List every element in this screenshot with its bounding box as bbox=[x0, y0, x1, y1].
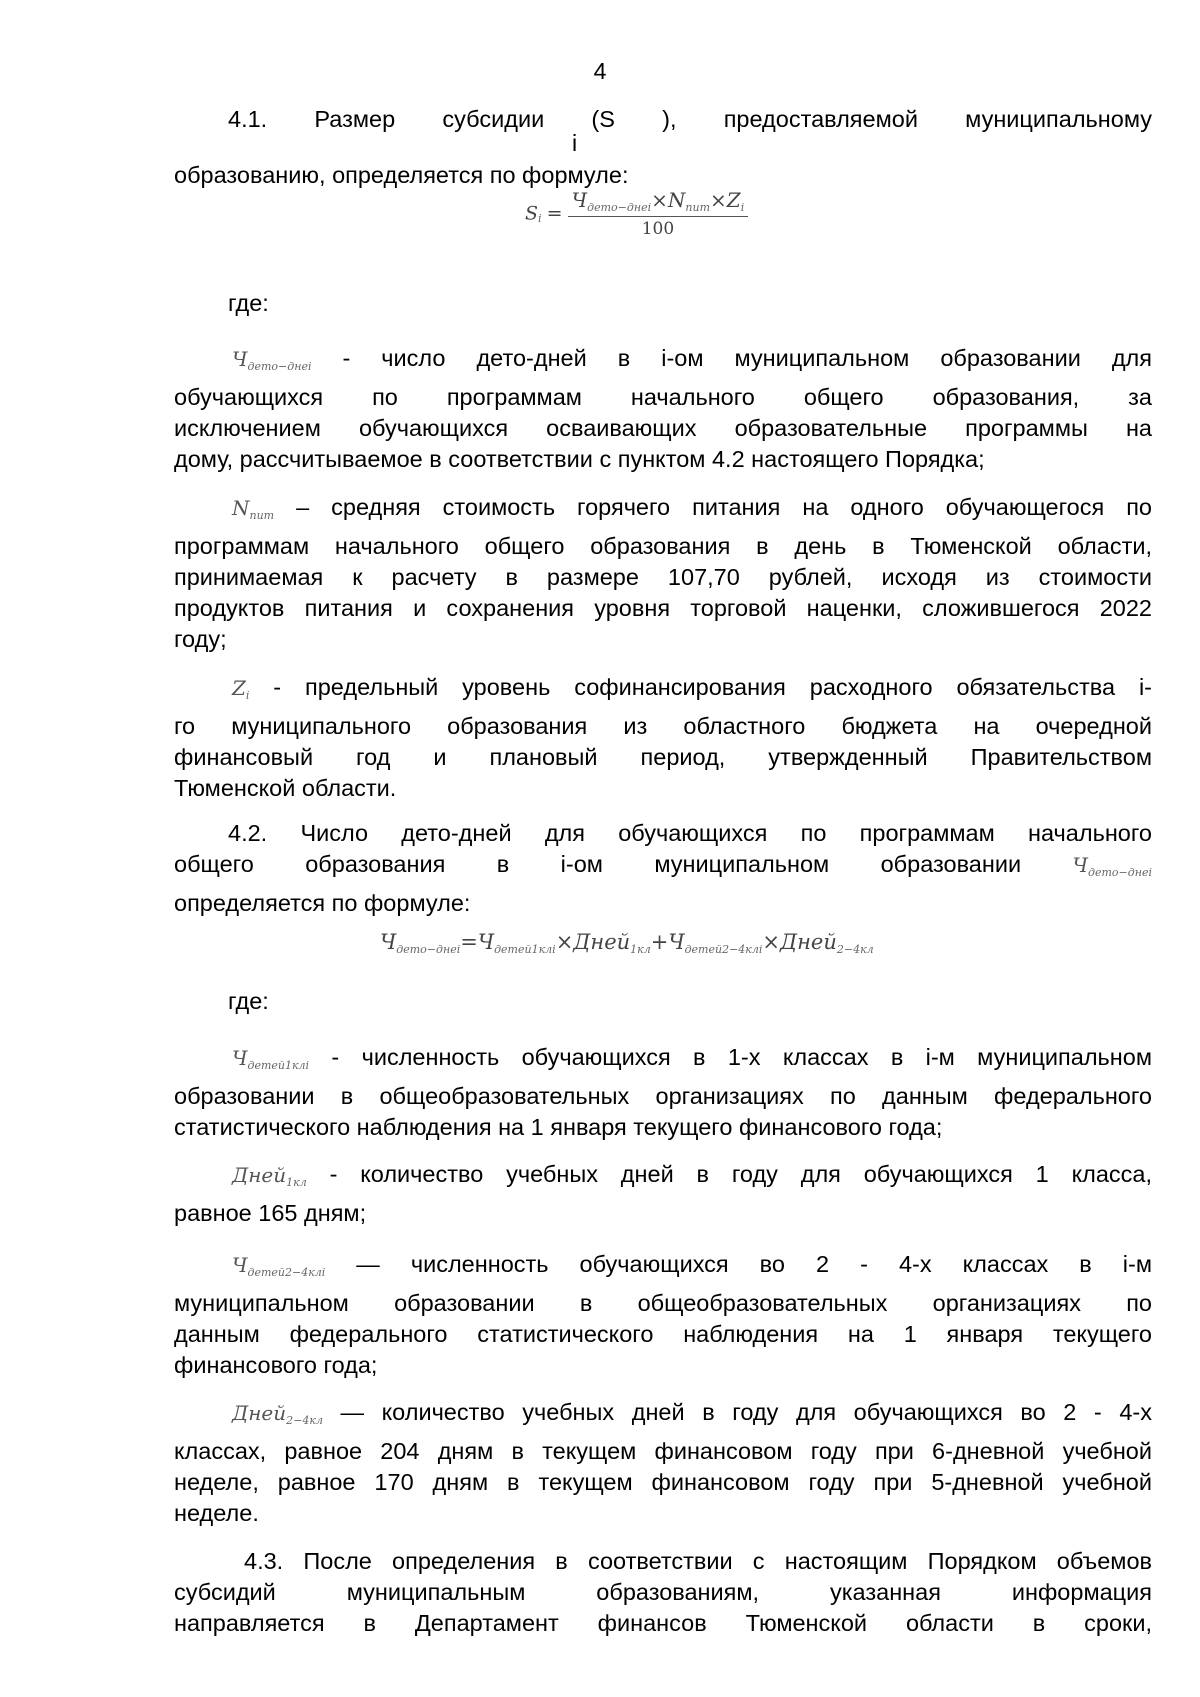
definition-dnei-1kl bbox=[174, 1159, 1152, 1229]
num-z-sub: i bbox=[740, 201, 745, 214]
def-ch-line-1 bbox=[174, 343, 1152, 382]
def-d24-line-1 bbox=[174, 1397, 1152, 1436]
f2-t2-sub: 1кл bbox=[630, 943, 651, 956]
def-c1-symbol-sub: детей1клi bbox=[247, 1059, 310, 1072]
f2-t3-sub: детей2−4клi bbox=[684, 943, 763, 956]
def-ch-line-3: исключением обучающихся осваивающих образовательные программы на bbox=[174, 415, 1152, 441]
def-n-line-4: продуктов питания и сохранения уровня торговой наценки, сложившегося 2022 bbox=[174, 595, 1152, 621]
def-d1-text-1: - количество учебных дней в году для обучающихся 1 класса, bbox=[306, 1161, 1152, 1187]
formula-deto-dnei bbox=[380, 930, 874, 956]
def-c24-symbol-sub: детей2−4клi bbox=[247, 1266, 326, 1279]
definition-ch-deto-dnei bbox=[174, 343, 1152, 475]
def-d1-line-2: равное 165 дням; bbox=[174, 1200, 367, 1226]
paragraph-4-1 bbox=[174, 104, 1152, 135]
def-d1-symbol: Дней bbox=[232, 1163, 287, 1187]
def-c24-text-1: — численность обучающихся во 2 - 4-х классах в i-м bbox=[325, 1251, 1152, 1277]
formula-fraction bbox=[568, 188, 749, 239]
def-c1-text-1: - численность обучающихся в 1-х классах в i-м муниципальном bbox=[309, 1044, 1152, 1070]
def-n-symbol-sub: пит bbox=[249, 509, 275, 522]
where-label-2: где: bbox=[228, 988, 269, 1014]
def-d1-symbol-sub: 1кл bbox=[286, 1176, 307, 1189]
paragraph-4-3 bbox=[174, 1546, 1152, 1639]
paragraph-4-2 bbox=[174, 818, 1152, 919]
p43-line-3: направляется в Департамент финансов Тюменской области в сроки, bbox=[174, 1610, 1152, 1636]
f2-t1-sub: детей1клi bbox=[494, 943, 556, 956]
subscript-i-marker: i bbox=[572, 130, 578, 156]
f2-times-2: × bbox=[762, 930, 780, 954]
def-c24-line-3: данным федерального статистического наблюдения на 1 января текущего bbox=[174, 1321, 1152, 1347]
f2-lhs: Ч bbox=[380, 930, 397, 954]
p42-symbol-sub: дето−днеi bbox=[1088, 866, 1152, 879]
def-z-line-1 bbox=[174, 672, 1152, 711]
f2-t4: Дней bbox=[780, 930, 837, 954]
num-times-2: × bbox=[710, 188, 727, 212]
num-n: N bbox=[667, 188, 686, 212]
def-d24-symbol-sub: 2−4кл bbox=[286, 1414, 323, 1427]
p42-line-1: 4.2. Число дето-дней для обучающихся по программам начального bbox=[228, 820, 1152, 846]
def-n-line-2: программам начального общего образования в день в Тюменской области, bbox=[174, 533, 1152, 559]
def-c1-symbol: Ч bbox=[232, 1046, 248, 1070]
page-number: 4 bbox=[593, 58, 607, 84]
f2-t1: Ч bbox=[477, 930, 495, 954]
paragraph-4-1-cont bbox=[174, 160, 1152, 191]
f2-plus: + bbox=[650, 930, 669, 954]
def-c1-line-3: статистического наблюдения на 1 января текущего финансового года; bbox=[174, 1114, 943, 1140]
paragraph-4-1-line-2: образованию, определяется по формуле: bbox=[174, 162, 629, 188]
def-c24-line-4: финансового года; bbox=[174, 1352, 378, 1378]
p43-line-2: субсидий муниципальным образованиям, указанная информация bbox=[174, 1579, 1152, 1605]
definition-dnei-2-4kl bbox=[174, 1397, 1152, 1529]
where-label-1: где: bbox=[228, 290, 269, 316]
def-c1-line-2: образовании в общеобразовательных организациях по данным федерального bbox=[174, 1083, 1152, 1109]
def-d1-line-1 bbox=[174, 1159, 1152, 1198]
def-n-line-3: принимаемая к расчету в размере 107,70 рублей, исходя из стоимости bbox=[174, 564, 1152, 590]
def-ch-text-1: - число дето-дней в i-ом муниципальном образовании для bbox=[311, 345, 1152, 371]
f2-t4-sub: 2−4кл bbox=[836, 943, 874, 956]
def-c24-symbol: Ч bbox=[232, 1253, 248, 1277]
p42-line-2-text: общего образования в i-ом муниципальном образовании bbox=[174, 851, 1073, 877]
def-d24-symbol: Дней bbox=[232, 1401, 287, 1425]
formula-lhs: S bbox=[525, 202, 539, 225]
formula-denominator: 100 bbox=[641, 219, 675, 239]
num-times-1: × bbox=[651, 188, 668, 212]
def-c24-line-2: муниципальном образовании в общеобразовательных организациях по bbox=[174, 1290, 1152, 1316]
def-ch-line-4: дому, рассчитываемое в соответствии с пунктом 4.2 настоящего Порядка; bbox=[174, 446, 985, 472]
def-ch-symbol: Ч bbox=[232, 347, 248, 371]
def-d24-line-3: неделе, равное 170 дням в текущем финансовом году при 5-дневной учебной bbox=[174, 1469, 1152, 1495]
def-z-line-2: го муниципального образования из областного бюджета на очередной bbox=[174, 713, 1152, 739]
formula-lhs-sub: i bbox=[538, 212, 542, 225]
definition-z bbox=[174, 672, 1152, 804]
def-d24-line-2: классах, равное 204 дням в текущем финансовом году при 6-дневной учебной bbox=[174, 1438, 1152, 1464]
paragraph-4-1-line-1: 4.1. Размер субсидии (S ), предоставляемой муниципальному bbox=[228, 106, 1152, 132]
num-n-sub: пит bbox=[685, 201, 711, 214]
p42-line-2 bbox=[174, 849, 1152, 888]
def-z-symbol: Z bbox=[232, 676, 246, 700]
f2-lhs-sub: дето−днеi bbox=[396, 943, 461, 956]
def-d24-line-4: неделе. bbox=[174, 1500, 259, 1526]
p42-line-3: определяется по формуле: bbox=[174, 890, 471, 916]
def-c24-line-1 bbox=[174, 1249, 1152, 1288]
def-n-line-1 bbox=[174, 492, 1152, 531]
f2-times-1: × bbox=[555, 930, 574, 954]
def-d24-text-1: — количество учебных дней в году для обучающихся во 2 - 4-х bbox=[322, 1399, 1152, 1425]
definition-ch-detei-2-4kl bbox=[174, 1249, 1152, 1381]
definition-ch-detei-1kl bbox=[174, 1042, 1152, 1143]
p42-symbol: Ч bbox=[1072, 853, 1088, 877]
def-c1-line-1 bbox=[174, 1042, 1152, 1081]
def-z-line-3: финансовый год и плановый период, утвержденный Правительством bbox=[174, 744, 1152, 770]
def-z-line-4: Тюменской области. bbox=[174, 775, 397, 801]
def-n-line-5: году; bbox=[174, 626, 227, 652]
formula-numerator bbox=[568, 188, 749, 217]
def-z-text-1: - предельный уровень софинансирования расходного обязательства i- bbox=[249, 674, 1152, 700]
formula-subsidy bbox=[525, 188, 748, 239]
formula-eq: = bbox=[546, 202, 563, 225]
def-z-symbol-sub: i bbox=[245, 689, 250, 702]
f2-t3: Ч bbox=[668, 930, 685, 954]
f2-t2: Дней bbox=[573, 930, 631, 954]
p43-line-1: 4.3. После определения в соответствии с настоящим Порядком объемов bbox=[244, 1548, 1152, 1574]
def-ch-symbol-sub: дето−днеi bbox=[247, 360, 312, 373]
num-ch: Ч bbox=[571, 188, 588, 212]
num-z: Z bbox=[726, 188, 741, 212]
def-n-text-1: – средняя стоимость горячего питания на одного обучающегося по bbox=[274, 494, 1152, 520]
def-ch-line-2: обучающихся по программам начального общего образования, за bbox=[174, 384, 1152, 410]
def-n-symbol: N bbox=[232, 496, 250, 520]
num-ch-sub: дето−днеi bbox=[587, 201, 652, 214]
definition-n-pit bbox=[174, 492, 1152, 655]
f2-eq: = bbox=[460, 930, 478, 954]
